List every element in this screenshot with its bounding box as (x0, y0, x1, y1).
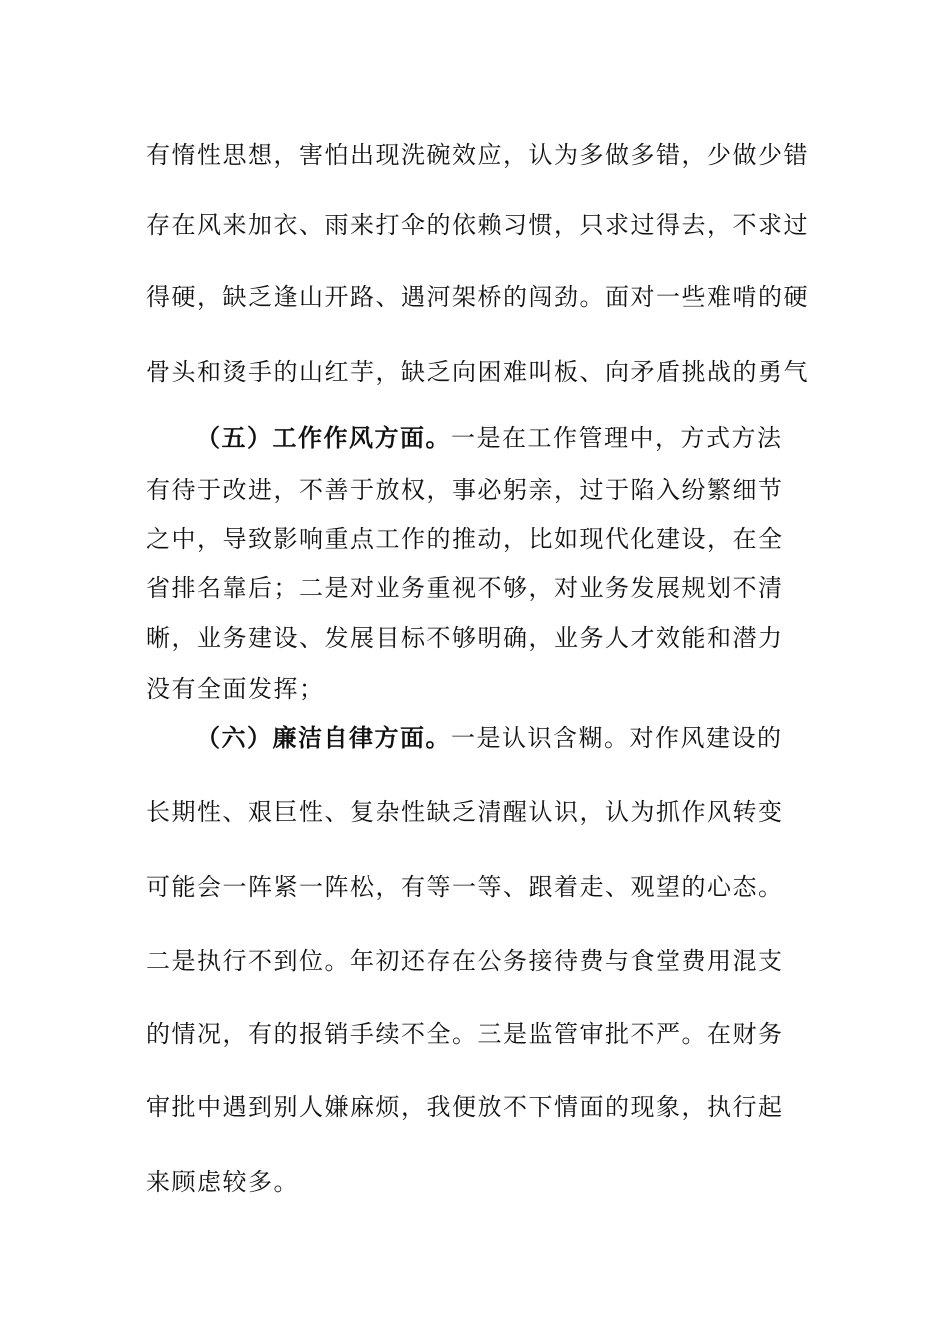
section-5-first-line (196, 423, 783, 453)
paragraph-line: 省排名靠后；二是对业务重视不够，对业务发展规划不清 (146, 574, 784, 602)
paragraph-line: 晰，业务建设、发展目标不够明确，业务人才效能和潜力 (146, 624, 784, 652)
section-6-heading: （六）廉洁自律方面。 (196, 723, 451, 752)
paragraph-line: 没有全面发挥； (146, 675, 325, 703)
paragraph-line: 骨头和烫手的山红芋，缺乏向困难叫板、向矛盾挑战的勇气 (146, 358, 809, 386)
paragraph-line: 可能会一阵紧一阵松，有等一等、跟着走、观望的心态。 (146, 873, 784, 901)
paragraph-line: 的情况，有的报销手续不全。三是监管审批不严。在财务 (146, 1020, 784, 1048)
section-5-first-line-text: 一是在工作管理中，方式方法 (451, 424, 783, 452)
paragraph-line: 有待于改进，不善于放权，事必躬亲，过于陷入纷繁细节 (146, 476, 784, 504)
paragraph-line: 有惰性思想，害怕出现洗碗效应，认为多做多错，少做少错 (146, 141, 809, 169)
paragraph-line: 之中，导致影响重点工作的推动，比如现代化建设，在全 (146, 525, 784, 553)
section-6-first-line-text: 一是认识含糊。对作风建设的 (451, 724, 783, 752)
paragraph-line: 二是执行不到位。年初还存在公务接待费与食堂费用混支 (146, 947, 784, 975)
paragraph-line: 得硬，缺乏逢山开路、遇河架桥的闯劲。面对一些难啃的硬 (146, 283, 809, 311)
paragraph-line: 来顾虑较多。 (146, 1168, 299, 1196)
paragraph-line: 长期性、艰巨性、复杂性缺乏清醒认识，认为抓作风转变 (146, 798, 784, 826)
paragraph-line: 存在风来加衣、雨来打伞的依赖习惯，只求过得去，不求过 (146, 211, 809, 239)
section-6-first-line (196, 723, 783, 753)
paragraph-line: 审批中遇到别人嫌麻烦，我便放不下情面的现象，执行起 (146, 1093, 784, 1121)
section-5-heading: （五）工作作风方面。 (196, 423, 451, 452)
